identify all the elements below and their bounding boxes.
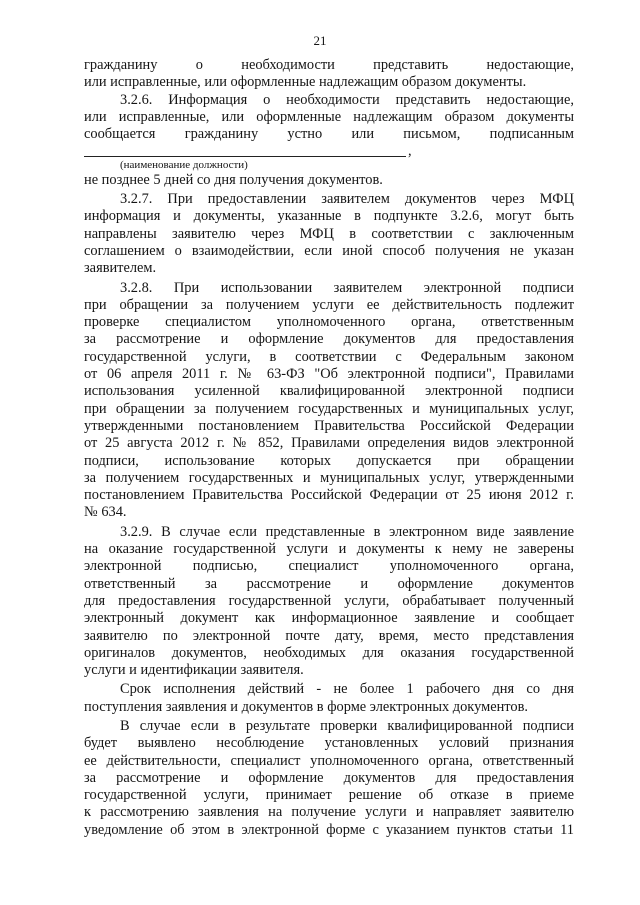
text-line: соглашением о взаимодействии, если иной способ получения не указан bbox=[84, 242, 574, 259]
signature-rule bbox=[84, 156, 406, 157]
text-line: ответственный за рассмотрение и оформление документов bbox=[84, 575, 574, 592]
text-line: Срок исполнения действий - не более 1 рабочего дня со дня bbox=[120, 681, 574, 698]
text-line: гражданину о необходимости представить недостающие, bbox=[84, 57, 574, 73]
text-line: подписи, использование которых допускается при обращении bbox=[84, 452, 574, 469]
text-line: № 634. bbox=[84, 504, 127, 521]
text-line: или исправленные, или оформленные надлежащим образом документы. bbox=[84, 74, 527, 91]
text-line: поступления заявления и документов в форме электронных документов. bbox=[84, 698, 528, 715]
text-line: от 25 августа 2012 г. № 852, Правилами определения видов электронной bbox=[84, 435, 574, 452]
text-line: не позднее 5 дней со дня получения документов. bbox=[84, 171, 383, 188]
text-line: использования усиленной квалифицированной электронной подписи bbox=[84, 383, 574, 400]
text-line: проверке специалистом уполномоченного органа, ответственным bbox=[84, 314, 574, 331]
signature-line bbox=[84, 143, 574, 160]
text-line: сообщается гражданину устно или письмом, подписанным bbox=[84, 126, 574, 143]
text-line: за рассмотрение и оформление документов для предоставления bbox=[84, 769, 574, 786]
text-line: 3.2.8. При использовании заявителем электронной подписи bbox=[120, 279, 574, 296]
text-line: заявителю по электронной почте дату, время, место представления bbox=[84, 627, 574, 644]
signature-caption: (наименование должности) bbox=[120, 158, 248, 171]
signature-comma: , bbox=[408, 143, 412, 160]
text-line: 3.2.6. Информация о необходимости представить недостающие, bbox=[120, 91, 574, 108]
text-line: направлены заявителю через МФЦ в соответствии с заключенным bbox=[84, 225, 574, 242]
text-line: за получением государственных и муниципальных услуг, утвержденными bbox=[84, 469, 574, 486]
text-line: электронный документ как информационное заявление и сообщает bbox=[84, 610, 574, 627]
text-line: утвержденными постановлением Правительства Российской Федерации bbox=[84, 417, 574, 434]
text-line: при обращении за получением государственных и муниципальных услуг, bbox=[84, 400, 574, 417]
text-line: государственной услуги, принимает решение об отказе в приеме bbox=[84, 787, 574, 804]
text-line: за рассмотрение и оформление документов для предоставления bbox=[84, 331, 574, 348]
text-line: 3.2.9. В случае если представленные в электронном виде заявление bbox=[120, 523, 574, 540]
document-body bbox=[84, 57, 574, 839]
text-line: электронной подписью, специалист уполномоченного органа, bbox=[84, 558, 574, 575]
text-line: или исправленные, или оформленные надлежащим образом документы bbox=[84, 108, 574, 125]
text-line: от 06 апреля 2011 г. № 63-ФЗ "Об электронной подписи", Правилами bbox=[84, 366, 574, 383]
text-line: ее действительности, специалист уполномоченного органа, ответственный bbox=[84, 752, 574, 769]
text-line: государственной услуги, в соответствии с Федеральным законом bbox=[84, 348, 574, 365]
text-line: на оказание государственной услуги и документы к нему не заверены bbox=[84, 541, 574, 558]
text-line: при обращении за получением услуги ее действительность подлежит bbox=[84, 296, 574, 313]
text-line: 3.2.7. При предоставлении заявителем документов через МФЦ bbox=[120, 191, 574, 208]
text-line: услуги и идентификации заявителя. bbox=[84, 662, 304, 679]
text-line: оригиналов документов, необходимых для оказания государственной bbox=[84, 644, 574, 661]
text-line: информация и документы, указанные в подпункте 3.2.6, могут быть bbox=[84, 208, 574, 225]
text-line: к рассмотрению заявления на получение услуги и направляет заявителю bbox=[84, 804, 574, 821]
text-line: уведомление об этом в электронной форме с указанием пунктов статьи 11 bbox=[84, 821, 574, 838]
text-line: постановлением Правительства Российской Федерации от 25 июня 2012 г. bbox=[84, 487, 574, 504]
text-line: заявителем. bbox=[84, 260, 157, 277]
page-number: 21 bbox=[313, 33, 327, 48]
text-line: В случае если в результате проверки квалифицированной подписи bbox=[120, 717, 574, 734]
text-line: будет выявлено несоблюдение установленных условий признания bbox=[84, 735, 574, 752]
text-line: для предоставления государственной услуги, обрабатывает полученный bbox=[84, 592, 574, 609]
